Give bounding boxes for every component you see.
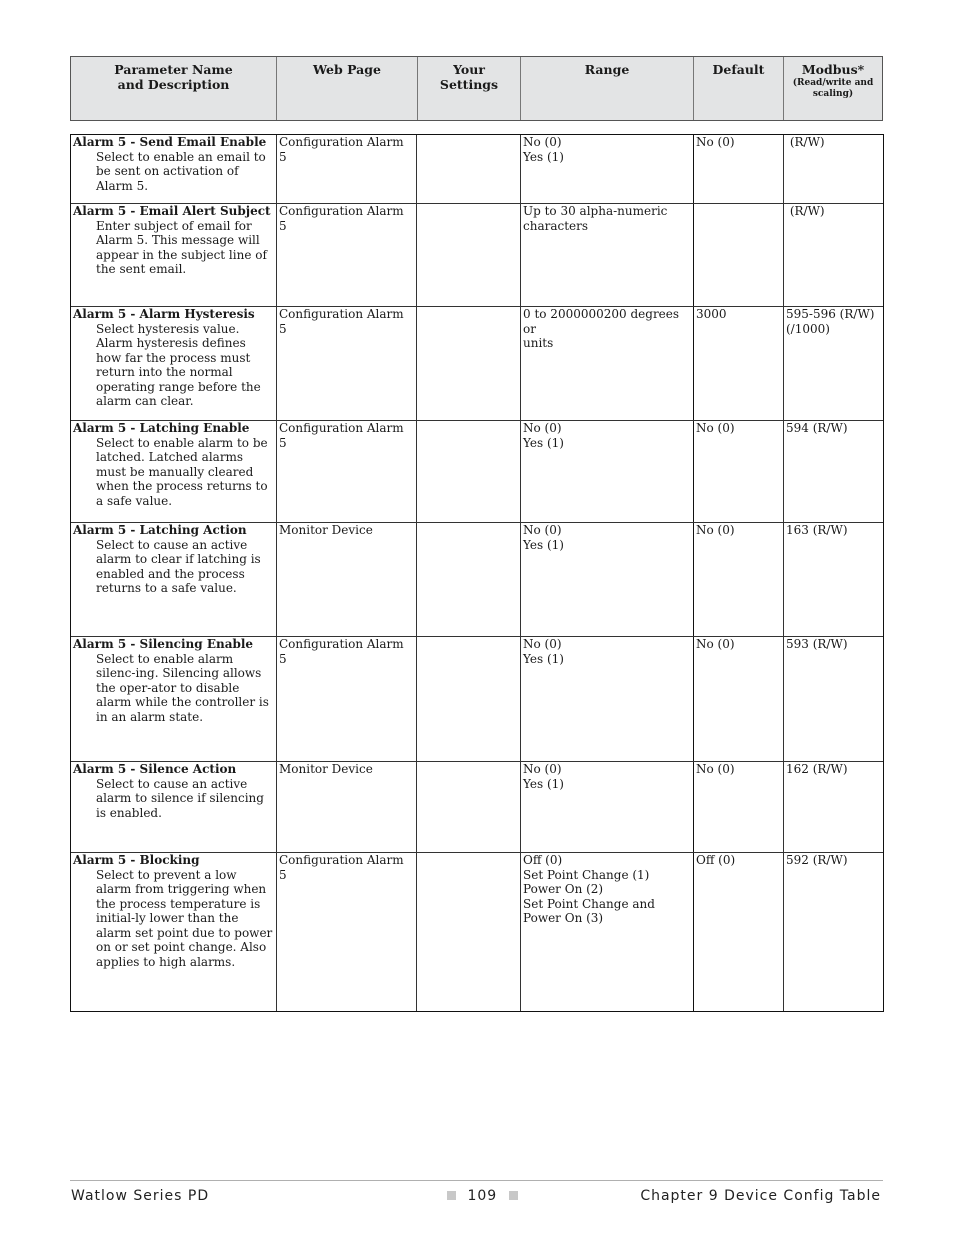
range-cell	[521, 762, 694, 852]
header-range-label: Range	[584, 62, 630, 77]
header-your-settings-line1: Your	[453, 62, 485, 77]
range-value: Yes (1)	[523, 435, 564, 450]
page-number: 109	[467, 1188, 498, 1204]
range-value: Yes (1)	[523, 149, 564, 164]
parameter-description: Select to prevent a low alarm from triggering when the process temperature is initial-ly lower than the alarm set point due to power on or set point change. Also applies to high alarms.	[96, 867, 273, 969]
header-modbus-label: Modbus*	[801, 62, 865, 77]
range-cell	[521, 853, 694, 1011]
range-value: No (0)	[523, 421, 562, 435]
modbus-value: 162 (R/W)	[786, 762, 848, 776]
parameter-cell	[71, 204, 277, 306]
parameter-cell	[71, 637, 277, 761]
parameter-name: Alarm 5 - Alarm Hysteresis	[73, 307, 255, 321]
table-row	[71, 637, 883, 762]
range-value: No (0)	[523, 637, 562, 651]
your-settings-cell	[417, 853, 521, 1011]
range-value: units	[523, 336, 554, 350]
parameter-description: Select to enable an email to be sent on activation of Alarm 5.	[96, 149, 266, 193]
range-value: No (0)	[523, 135, 562, 149]
default-value: 3000	[696, 307, 727, 321]
parameter-name: Alarm 5 - Silencing Enable	[73, 637, 254, 651]
default-cell	[694, 307, 784, 420]
default-value: Off (0)	[696, 853, 736, 867]
web-page-cell	[277, 762, 417, 852]
parameter-description: Enter subject of email for Alarm 5. This message will appear in the subject line of the sent email.	[96, 218, 267, 276]
default-value: No (0)	[696, 762, 735, 776]
table-row	[71, 421, 883, 523]
modbus-cell	[784, 421, 883, 522]
range-value: Up to 30 alpha-numeric	[523, 204, 668, 218]
header-web-page	[277, 57, 418, 120]
your-settings-cell	[417, 307, 521, 420]
footer-left: Watlow Series PD	[71, 1188, 210, 1204]
range-cell	[521, 637, 694, 761]
range-value: Yes (1)	[523, 651, 564, 666]
header-modbus	[784, 57, 882, 120]
square-bullet-icon	[447, 1191, 456, 1200]
default-cell	[694, 523, 784, 636]
modbus-value: 593 (R/W)	[786, 637, 848, 651]
header-parameter-line1: Parameter Name	[114, 62, 233, 77]
web-page-cell	[277, 307, 417, 420]
range-value: Set Point Change (1)	[523, 867, 650, 882]
table-row	[71, 853, 883, 1011]
default-cell	[694, 853, 784, 1011]
parameter-cell	[71, 421, 277, 522]
modbus-cell	[784, 204, 883, 306]
range-value: Set Point Change and	[523, 896, 655, 911]
web-page-value: Configuration Alarm 5	[279, 853, 404, 882]
modbus-value: 163 (R/W)	[786, 523, 848, 537]
web-page-cell	[277, 204, 417, 306]
default-value: No (0)	[696, 637, 735, 651]
table-row	[71, 135, 883, 204]
range-cell	[521, 307, 694, 420]
default-cell	[694, 204, 784, 306]
parameter-description: Select to cause an active alarm to clear if latching is enabled and the process returns to a safe value.	[96, 537, 261, 595]
your-settings-cell	[417, 204, 521, 306]
web-page-value: Configuration Alarm 5	[279, 307, 404, 336]
web-page-value: Configuration Alarm 5	[279, 421, 404, 450]
web-page-cell	[277, 135, 417, 203]
range-value: Yes (1)	[523, 776, 564, 791]
default-cell	[694, 421, 784, 522]
range-cell	[521, 135, 694, 203]
parameter-name: Alarm 5 - Latching Action	[73, 523, 247, 537]
table-row	[71, 523, 883, 637]
default-value: No (0)	[696, 523, 735, 537]
default-value: No (0)	[696, 135, 735, 149]
header-modbus-sub-line1: (Read/write and	[792, 78, 874, 88]
modbus-value: 592 (R/W)	[786, 853, 848, 867]
range-cell	[521, 421, 694, 522]
header-default	[694, 57, 784, 120]
modbus-cell	[784, 637, 883, 761]
web-page-value: Monitor Device	[279, 523, 373, 537]
modbus-cell	[784, 523, 883, 636]
header-default-label: Default	[712, 62, 765, 77]
parameter-name: Alarm 5 - Silence Action	[73, 762, 237, 776]
header-modbus-sub	[784, 78, 882, 100]
modbus-value: 594 (R/W)	[786, 421, 848, 435]
range-value: 0 to 2000000200 degrees or	[523, 307, 680, 336]
modbus-cell	[784, 853, 883, 1011]
modbus-value: (R/W)	[786, 204, 825, 218]
range-value: characters	[523, 218, 589, 233]
default-cell	[694, 762, 784, 852]
range-value: No (0)	[523, 762, 562, 776]
modbus-cell	[784, 135, 883, 203]
header-parameter-line2: and Description	[117, 77, 230, 92]
header-range	[521, 57, 694, 120]
parameter-description: Select to enable alarm to be latched. Latched alarms must be manually cleared when the process returns to a safe value.	[96, 435, 268, 508]
range-value: Off (0)	[523, 853, 563, 867]
range-value: Power On (2)	[523, 882, 604, 896]
parameter-cell	[71, 135, 277, 203]
table-row	[71, 307, 883, 421]
default-cell	[694, 135, 784, 203]
your-settings-cell	[417, 762, 521, 852]
your-settings-cell	[417, 523, 521, 636]
table-row	[71, 762, 883, 853]
parameter-name: Alarm 5 - Blocking	[73, 853, 200, 867]
parameter-description: Select to cause an active alarm to silence if silencing is enabled.	[96, 776, 264, 820]
web-page-value: Monitor Device	[279, 762, 373, 776]
your-settings-cell	[417, 135, 521, 203]
modbus-value: (/1000)	[786, 321, 830, 336]
your-settings-cell	[417, 421, 521, 522]
range-cell	[521, 204, 694, 306]
web-page-cell	[277, 523, 417, 636]
web-page-value: Configuration Alarm 5	[279, 135, 404, 164]
table-header	[70, 56, 883, 121]
footer-rule	[70, 1180, 883, 1181]
web-page-cell	[277, 637, 417, 761]
modbus-value: (R/W)	[786, 135, 825, 149]
parameter-name: Alarm 5 - Email Alert Subject	[73, 204, 271, 218]
modbus-cell	[784, 762, 883, 852]
parameter-cell	[71, 762, 277, 852]
parameter-cell	[71, 523, 277, 636]
web-page-value: Configuration Alarm 5	[279, 637, 404, 666]
header-modbus-sub-line2: scaling)	[812, 89, 854, 99]
parameter-description: Select to enable alarm silenc-ing. Silencing allows the oper-ator to disable alarm while the controller is in an alarm state.	[96, 651, 269, 724]
range-value: Power On (3)	[523, 911, 604, 925]
header-web-page-label: Web Page	[313, 62, 381, 77]
parameter-cell	[71, 307, 277, 420]
modbus-value: 595-596 (R/W)	[786, 307, 875, 321]
web-page-cell	[277, 421, 417, 522]
web-page-cell	[277, 853, 417, 1011]
your-settings-cell	[417, 637, 521, 761]
header-parameter	[71, 57, 277, 120]
range-value: Yes (1)	[523, 537, 564, 552]
footer-right: Chapter 9 Device Config Table	[640, 1188, 881, 1204]
default-value: No (0)	[696, 421, 735, 435]
parameter-name: Alarm 5 - Send Email Enable	[73, 135, 267, 149]
parameter-description: Select hysteresis value. Alarm hysteresis defines how far the process must return into the normal operating range before the alarm can clear.	[96, 321, 261, 408]
footer-page-number	[447, 1188, 518, 1204]
default-cell	[694, 637, 784, 761]
parameter-name: Alarm 5 - Latching Enable	[73, 421, 250, 435]
web-page-value: Configuration Alarm 5	[279, 204, 404, 233]
table-row	[71, 204, 883, 307]
parameter-table	[70, 134, 884, 1012]
header-your-settings	[418, 57, 521, 120]
range-value: No (0)	[523, 523, 562, 537]
range-cell	[521, 523, 694, 636]
modbus-cell	[784, 307, 883, 420]
square-bullet-icon	[509, 1191, 518, 1200]
parameter-cell	[71, 853, 277, 1011]
header-your-settings-line2: Settings	[439, 77, 499, 92]
